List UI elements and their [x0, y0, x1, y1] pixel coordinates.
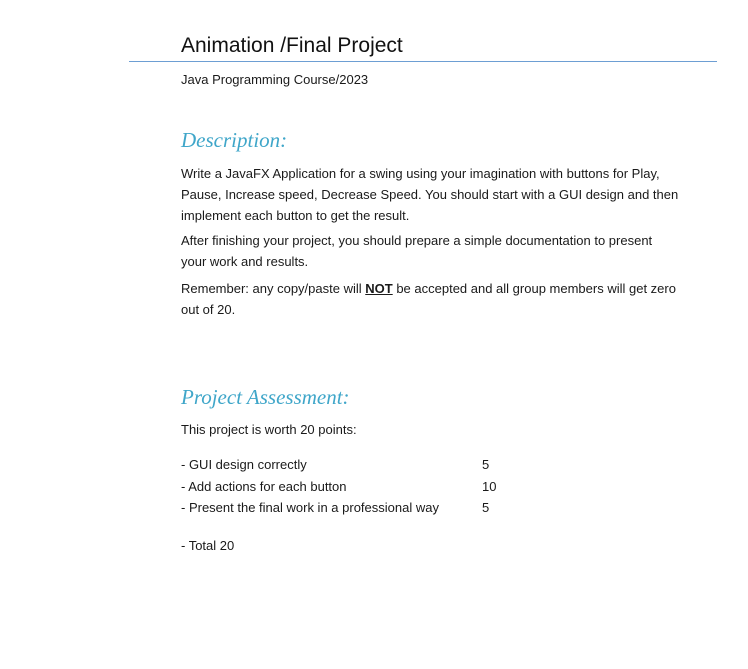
title-divider: [129, 61, 717, 62]
assessment-heading: Project Assessment:: [181, 385, 350, 409]
warning-text-start: Remember: any copy/paste will: [181, 281, 366, 296]
criteria-row: [181, 478, 521, 500]
criteria-text: - Add actions for each button: [181, 478, 347, 494]
description-paragraph-1: Write a JavaFX Application for a swing using your imagination with buttons for Play, Pause, Increase speed, Decrease Speed. You should start with a GUI design and then implement each button to get the result.: [181, 166, 679, 223]
assessment-intro: This project is worth 20 points:: [181, 422, 357, 437]
criteria-text: - GUI design correctly: [181, 457, 307, 472]
description-paragraph-2: After finishing your project, you should prepare a simple documentation to present your work and results.: [181, 233, 653, 269]
page-title: Animation /Final Project: [181, 34, 403, 57]
assessment-total: - Total 20: [181, 538, 235, 553]
criteria-points: 10: [482, 478, 497, 494]
assessment-criteria-list: [181, 456, 521, 521]
warning-text-end: be accepted and all group members will get zero out of 20.: [181, 281, 676, 317]
criteria-points: 5: [482, 500, 490, 515]
criteria-row: [181, 499, 521, 521]
criteria-points: 5: [482, 457, 490, 472]
course-subtitle: Java Programming Course/2023: [181, 72, 369, 87]
criteria-text: - Present the final work in a professional way: [181, 500, 439, 515]
criteria-row: [181, 456, 521, 478]
description-heading: Description:: [181, 128, 288, 152]
warning-emphasis: NOT: [365, 281, 393, 296]
description-paragraph-3: [181, 278, 681, 320]
